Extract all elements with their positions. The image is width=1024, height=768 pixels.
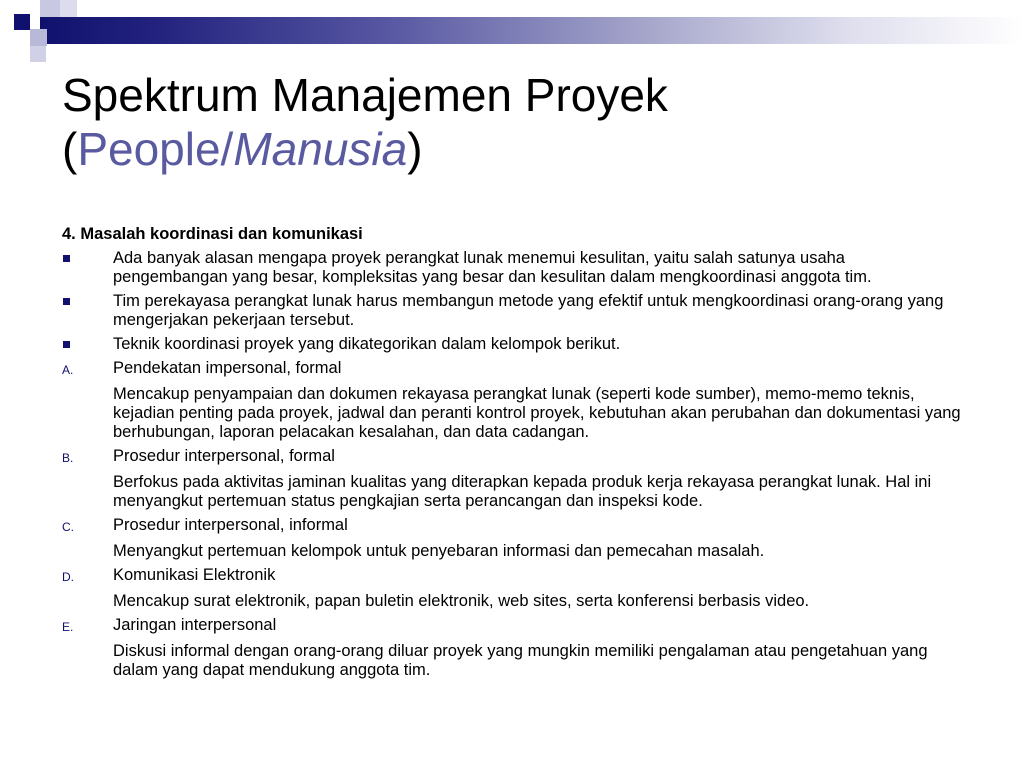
item-label: Prosedur interpersonal, formal: [113, 447, 335, 465]
bullet-text: Ada banyak alasan mengapa proyek perangkat lunak menemui kesulitan, yaitu salah satunya usaha pengembangan yang besar, kompleksitas yang besar dan kesulitan dalam mengkoordinasi anggota tim.: [113, 249, 872, 286]
item-label: Jaringan interpersonal: [113, 616, 277, 634]
bullet-text: Teknik koordinasi proyek yang dikategorikan dalam kelompok berikut.: [113, 335, 621, 353]
title-people: People/: [77, 123, 234, 175]
decor-square: [40, 0, 60, 17]
decor-square: [60, 0, 77, 17]
decor-square: [30, 46, 46, 62]
decor-square: [14, 14, 30, 30]
item-letter: D.: [62, 570, 74, 584]
square-bullet-icon: [62, 335, 113, 354]
item-letter: B.: [62, 451, 74, 465]
lettered-item: [62, 516, 962, 537]
item-letter: E.: [62, 620, 74, 634]
slide-title: [62, 68, 1002, 176]
decor-square: [30, 29, 47, 46]
header-gradient-bar: [40, 17, 1024, 44]
item-description: Berfokus pada aktivitas jaminan kualitas yang diterapkan kepada produk kerja rekayasa perangkat lunak. Hal ini menyangkut pertemuan status pengkajian serta perancangan dan inspeksi kode.: [113, 473, 932, 510]
item-description: Menyangkut pertemuan kelompok untuk penyebaran informasi dan pemecahan masalah.: [113, 542, 765, 560]
title-open-paren: (: [62, 123, 78, 175]
bullet-text: Tim perekayasa perangkat lunak harus membangun metode yang efektif untuk mengkoordinasi orang-orang yang mengerjakan pekerjaan tersebut.: [113, 292, 944, 329]
slide-content: [62, 225, 962, 685]
square-bullet-icon: [62, 249, 113, 287]
item-label: Prosedur interpersonal, informal: [113, 516, 348, 534]
title-close-paren: ): [407, 123, 423, 175]
item-label: Komunikasi Elektronik: [113, 566, 276, 584]
lettered-item: [62, 616, 962, 637]
lettered-item: [62, 447, 962, 468]
item-description: Diskusi informal dengan orang-orang diluar proyek yang mungkin memiliki pengalaman atau pengetahuan yang dalam yang dapat mendukung anggota tim.: [113, 642, 928, 679]
title-line1: Spektrum Manajemen Proyek: [62, 69, 668, 121]
item-description: Mencakup penyampaian dan dokumen rekayasa perangkat lunak (seperti kode sumber), memo-memo teknis, kejadian penting pada proyek, jadwal dan peranti kontrol proyek, kebutuhan akan perubahan dan dokumentasi yang berhubungan, laporan pelacakan kesalahan, dan data cadangan.: [113, 385, 961, 441]
section-heading: 4. Masalah koordinasi dan komunikasi: [62, 225, 363, 243]
lettered-item: [62, 359, 962, 380]
item-letter: A.: [62, 363, 74, 377]
item-label: Pendekatan impersonal, formal: [113, 359, 342, 377]
square-bullet-icon: [62, 292, 113, 330]
bullet-item: [62, 292, 962, 330]
item-description: Mencakup surat elektronik, papan buletin elektronik, web sites, serta konferensi berbasis video.: [113, 592, 810, 610]
item-letter: C.: [62, 520, 74, 534]
title-manusia: Manusia: [233, 123, 408, 175]
bullet-item: [62, 249, 962, 287]
bullet-item: [62, 335, 962, 354]
lettered-item: [62, 566, 962, 587]
